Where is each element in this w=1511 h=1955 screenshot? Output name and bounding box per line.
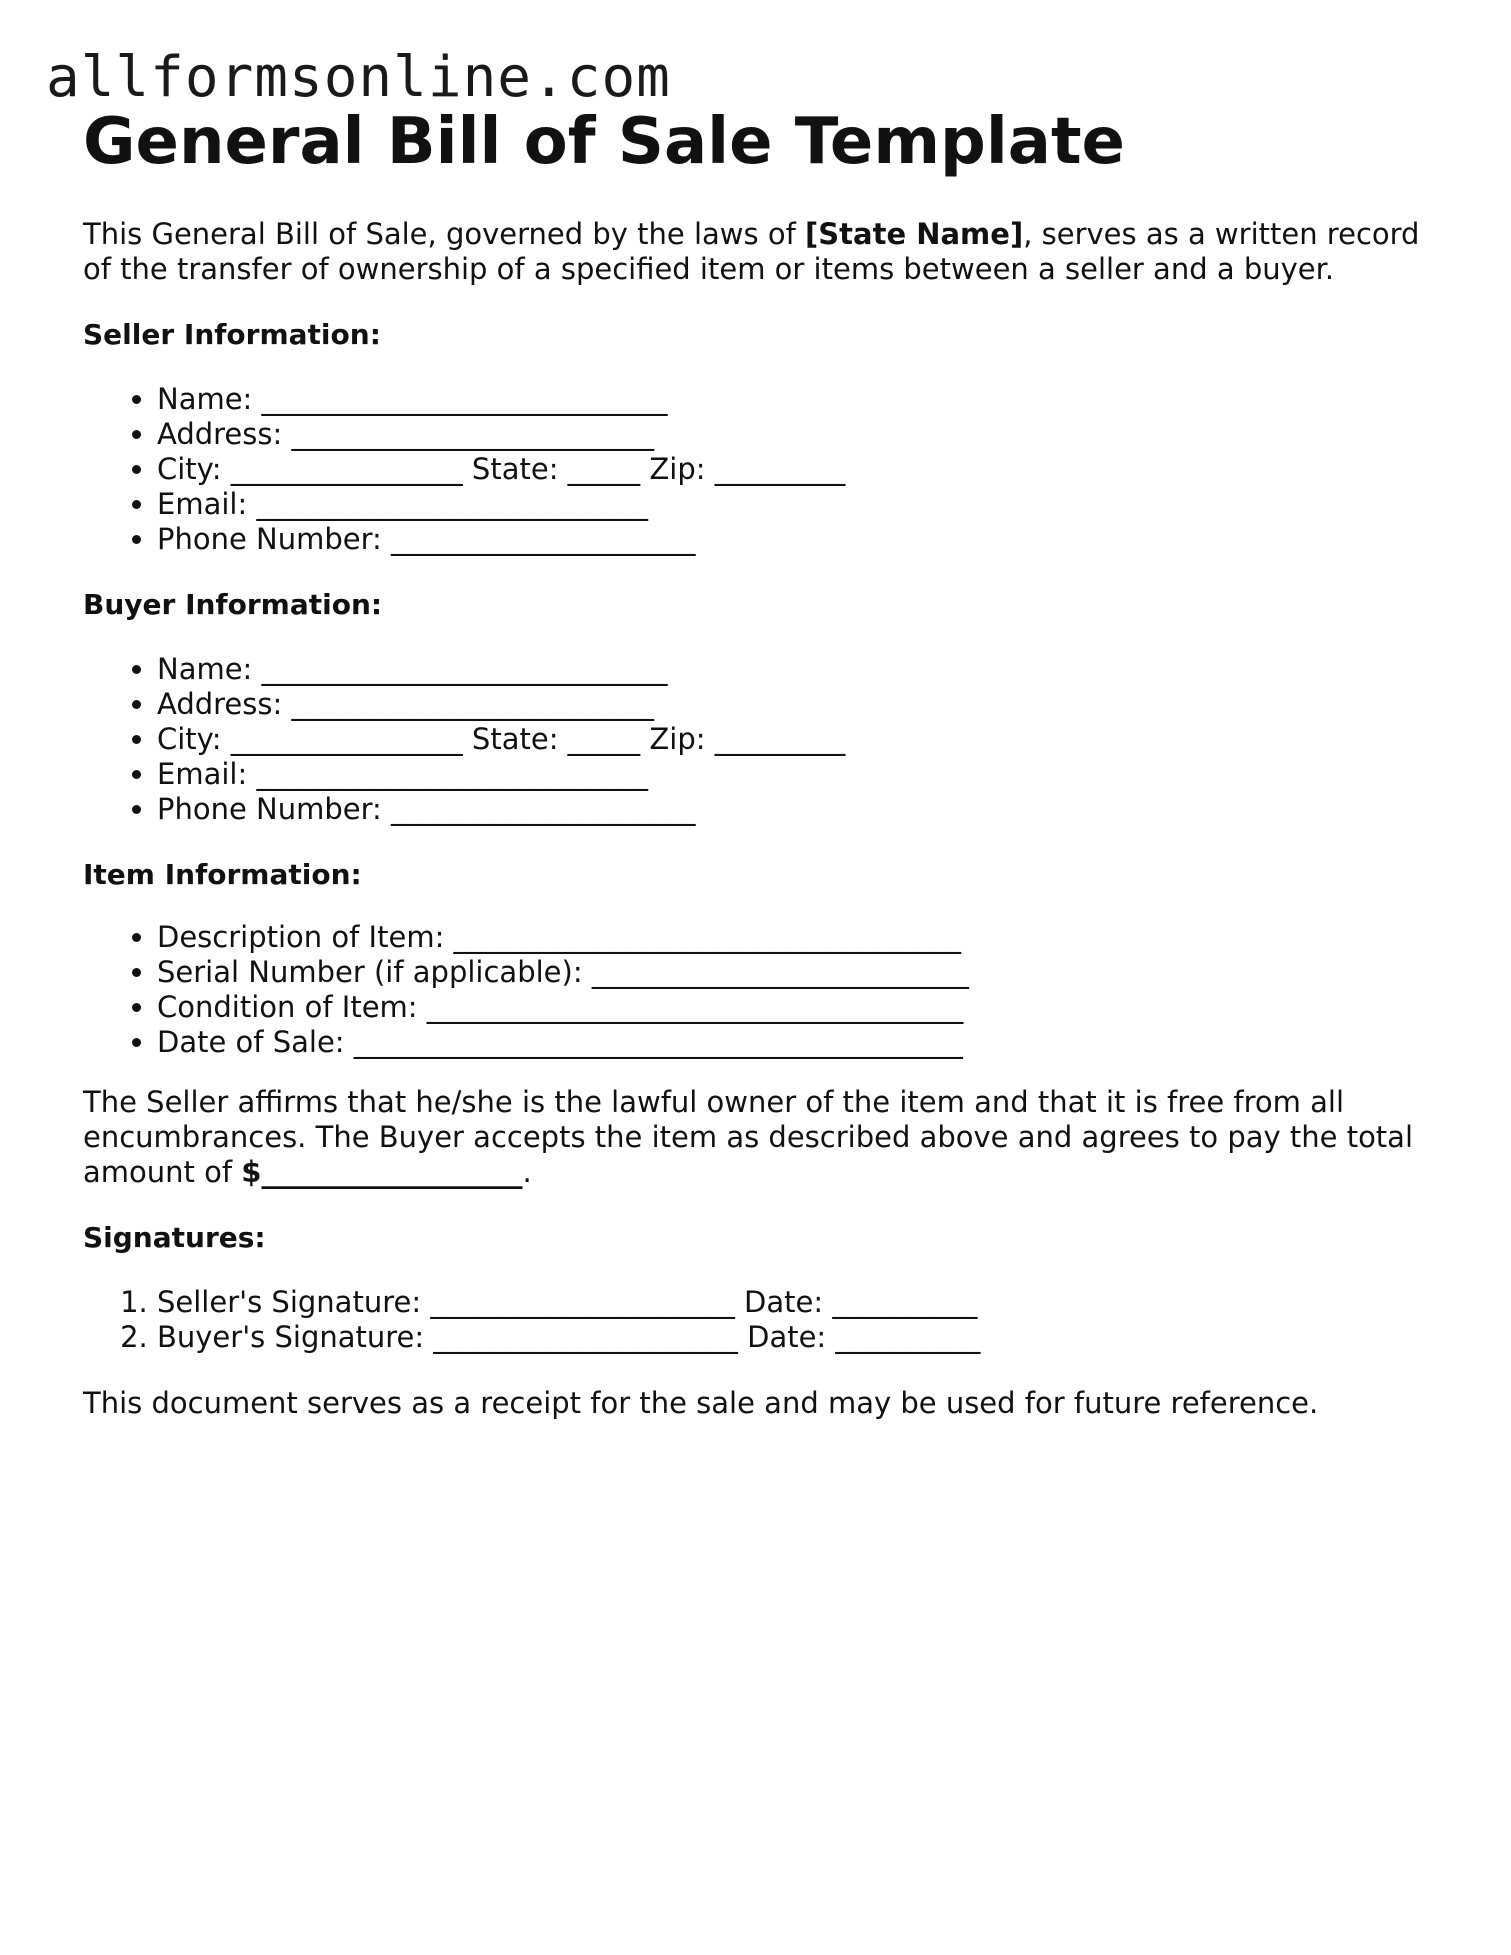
affirmation-text: The Seller affirms that he/she is the lawful owner of the item and that it is free from all encumbrances. The Buyer accepts the item as described above and agrees to pay the total amount of — [83, 1085, 1414, 1189]
item-heading: Item Information: — [83, 858, 362, 891]
buyer-city-state-zip-field[interactable]: • City: ________________ State: _____ Zip: _________ — [157, 722, 1423, 757]
buyer-heading: Buyer Information: — [83, 588, 383, 621]
intro-text-before: This General Bill of Sale, governed by the laws of — [83, 217, 806, 251]
seller-phone-field[interactable]: • Phone Number: _____________________ — [157, 522, 1423, 557]
buyer-email-field[interactable]: • Email: ___________________________ — [157, 757, 1423, 792]
buyer-name-field[interactable]: • Name: ____________________________ — [157, 652, 1423, 687]
state-name-placeholder: [State Name] — [805, 217, 1024, 251]
seller-name-field[interactable]: • Name: ____________________________ — [157, 382, 1423, 417]
buyer-phone-field[interactable]: • Phone Number: _____________________ — [157, 792, 1423, 827]
seller-fields — [83, 382, 1423, 557]
item-date-of-sale-field[interactable]: • Date of Sale: __________________________________________ — [157, 1025, 1423, 1060]
intro-paragraph — [83, 217, 1423, 287]
document — [83, 104, 1423, 1421]
item-condition-field[interactable]: • Condition of Item: _____________________________________ — [157, 990, 1423, 1025]
affirmation-period: . — [522, 1155, 532, 1189]
seller-city-state-zip-field[interactable]: • City: ________________ State: _____ Zip: _________ — [157, 452, 1423, 487]
signatures-heading: Signatures: — [83, 1221, 266, 1254]
seller-heading: Seller Information: — [83, 318, 381, 351]
item-description-field[interactable]: • Description of Item: ___________________________________ — [157, 920, 1423, 955]
seller-signature-field[interactable]: 1. Seller's Signature: _____________________ Date: __________ — [157, 1285, 1423, 1320]
intro-text-after: , serves as a written record of the transfer of ownership of a specified item or items between a seller and a buyer. — [83, 217, 1420, 286]
item-fields — [83, 920, 1423, 1060]
item-serial-number-field[interactable]: • Serial Number (if applicable): __________________________ — [157, 955, 1423, 990]
buyer-address-field[interactable]: • Address: _________________________ — [157, 687, 1423, 722]
total-amount-field[interactable]: $__________________ — [241, 1155, 523, 1189]
watermark: allformsonline.com — [46, 45, 671, 110]
page-title: General Bill of Sale Template — [83, 105, 1125, 179]
buyer-signature-field[interactable]: 2. Buyer's Signature: _____________________ Date: __________ — [157, 1320, 1423, 1355]
seller-email-field[interactable]: • Email: ___________________________ — [157, 487, 1423, 522]
seller-address-field[interactable]: • Address: _________________________ — [157, 417, 1423, 452]
signature-fields — [83, 1285, 1423, 1355]
affirmation-paragraph — [83, 1085, 1423, 1190]
buyer-fields — [83, 652, 1423, 827]
footer-note: This document serves as a receipt for the sale and may be used for future reference. — [83, 1386, 1319, 1420]
